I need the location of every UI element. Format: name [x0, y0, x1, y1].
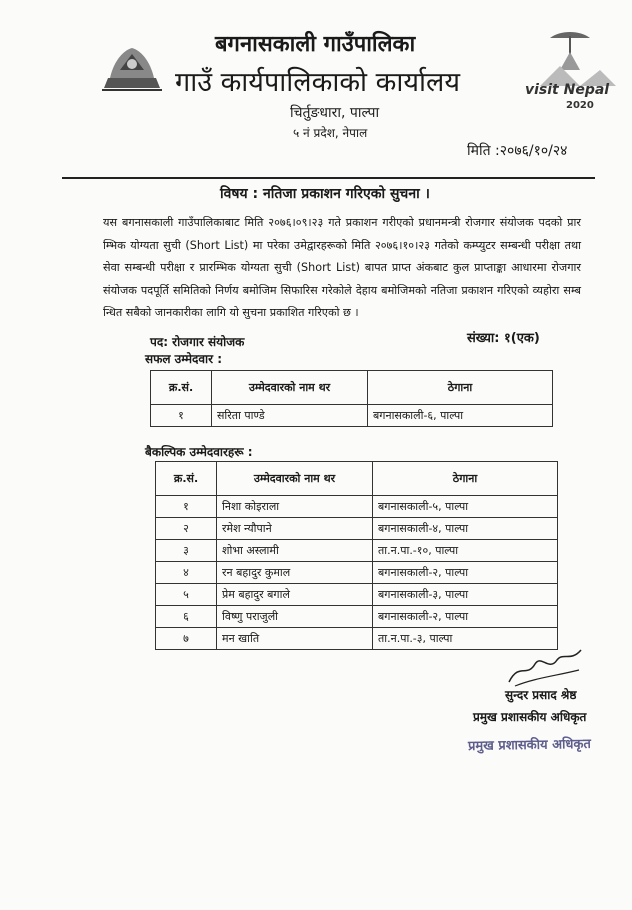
signatory-title: प्रमुख प्रशासकीय अधिकृत — [473, 710, 587, 724]
cell-address: ता.न.पा.-१०, पाल्पा — [373, 540, 558, 562]
notice-subject: विषय : नतिजा प्रकाशन गरिएको सुचना । — [220, 186, 430, 202]
table-row — [151, 405, 553, 427]
table-row — [156, 496, 558, 518]
column-header-name: उम्मेदवारको नाम थर — [212, 371, 368, 405]
cell-name: निशा कोइराला — [217, 496, 373, 518]
cell-address: बगनासकाली-५, पाल्पा — [373, 496, 558, 518]
table-row — [156, 584, 558, 606]
visit-nepal-logo-year: 2020 — [566, 100, 594, 111]
cell-address: बगनासकाली-२, पाल्पा — [373, 562, 558, 584]
letter-date: मिति :२०७६/१०/२४ — [467, 143, 568, 159]
notice-body: यस बगनासकाली गाउँपालिकाबाट मिति २०७६।०९।२३ गते प्रकाशन गरीएको प्रधानमन्त्री रोजगार संयोजक पदको प्रारम्भिक योग्यता सुची (Short List) मा परेका उमेद्वारहरूको मिति २०७६।१०।२३ गतेको कम्प्युटर सम्बन्धी परीक्षा तथा सेवा सम्बन्धी परीक्षा र प्रारम्भिक योग्यता सुची (Short List) बापत प्राप्त अंकबाट कुल प्राप्ताङ्का आधारमा रोजगार संयोजक पदपूर्ति समितिको निर्णय बमोजिम सिफारिस गरेकोले देहाय बमोजिमको नतिजा प्रकाशन गरिएको व्यहोरा सम्बन्धित सबैको जानकारीका लागि यो सुचना प्रकाशित गरिएको छ । — [103, 216, 581, 319]
cell-sn: २ — [156, 518, 217, 540]
column-header-sn: क्र.सं. — [156, 462, 217, 496]
cell-name: विष्णु पराजुली — [217, 606, 373, 628]
cell-address: बगनासकाली-४, पाल्पा — [373, 518, 558, 540]
successful-candidate-heading: सफल उम्मेदवार : — [145, 352, 223, 366]
column-header-name: उम्मेदवारको नाम थर — [217, 462, 373, 496]
office-address-line2: ५ नं प्रदेश, नेपाल — [293, 126, 368, 140]
successful-candidate-table — [150, 370, 553, 427]
cell-sn: ५ — [156, 584, 217, 606]
cell-name: सरिता पाण्डे — [212, 405, 368, 427]
column-header-sn: क्र.सं. — [151, 371, 212, 405]
cell-name: रन बहादुर कुमाल — [217, 562, 373, 584]
column-header-address: ठेगाना — [368, 371, 553, 405]
signatory-name: सुन्दर प्रसाद श्रेष्ठ — [505, 688, 577, 702]
official-stamp: प्रमुख प्रशासकीय अधिकृत — [467, 736, 591, 755]
cell-address: बगनासकाली-६, पाल्पा — [368, 405, 553, 427]
cell-sn: ६ — [156, 606, 217, 628]
table-row — [156, 540, 558, 562]
cell-address: बगनासकाली-३, पाल्पा — [373, 584, 558, 606]
handwritten-signature — [505, 642, 585, 688]
cell-name: मन खाति — [217, 628, 373, 650]
table-row — [156, 518, 558, 540]
office-subtitle: गाउँ कार्यपालिकाको कार्यालय — [175, 67, 460, 98]
cell-sn: १ — [156, 496, 217, 518]
office-address-line1: चिर्तुङधारा, पाल्पा — [290, 105, 380, 121]
cell-address: बगनासकाली-२, पाल्पा — [373, 606, 558, 628]
post-count: संख्या: १(एक) — [467, 331, 540, 346]
cell-address: ता.न.पा.-३, पाल्पा — [373, 628, 558, 650]
table-row — [156, 562, 558, 584]
column-header-address: ठेगाना — [373, 462, 558, 496]
cell-sn: ३ — [156, 540, 217, 562]
visit-nepal-logo-text: visit Nepal — [525, 82, 610, 98]
cell-name: शोभा अस्लामी — [217, 540, 373, 562]
cell-name: रमेश न्यौपाने — [217, 518, 373, 540]
table-row — [156, 628, 558, 650]
alternative-candidates-table — [155, 461, 558, 650]
cell-sn: ४ — [156, 562, 217, 584]
government-emblem — [100, 40, 164, 94]
cell-sn: ७ — [156, 628, 217, 650]
alternative-candidates-heading: बैकल्पिक उम्मेदवारहरू : — [145, 445, 253, 459]
office-name: बगनासकाली गाउँपालिका — [215, 32, 416, 57]
post-label: पद: रोजगार संयोजक — [150, 335, 245, 349]
cell-name: प्रेम बहादुर बगाले — [217, 584, 373, 606]
cell-sn: १ — [151, 405, 212, 427]
header-divider — [62, 177, 595, 179]
table-row — [156, 606, 558, 628]
